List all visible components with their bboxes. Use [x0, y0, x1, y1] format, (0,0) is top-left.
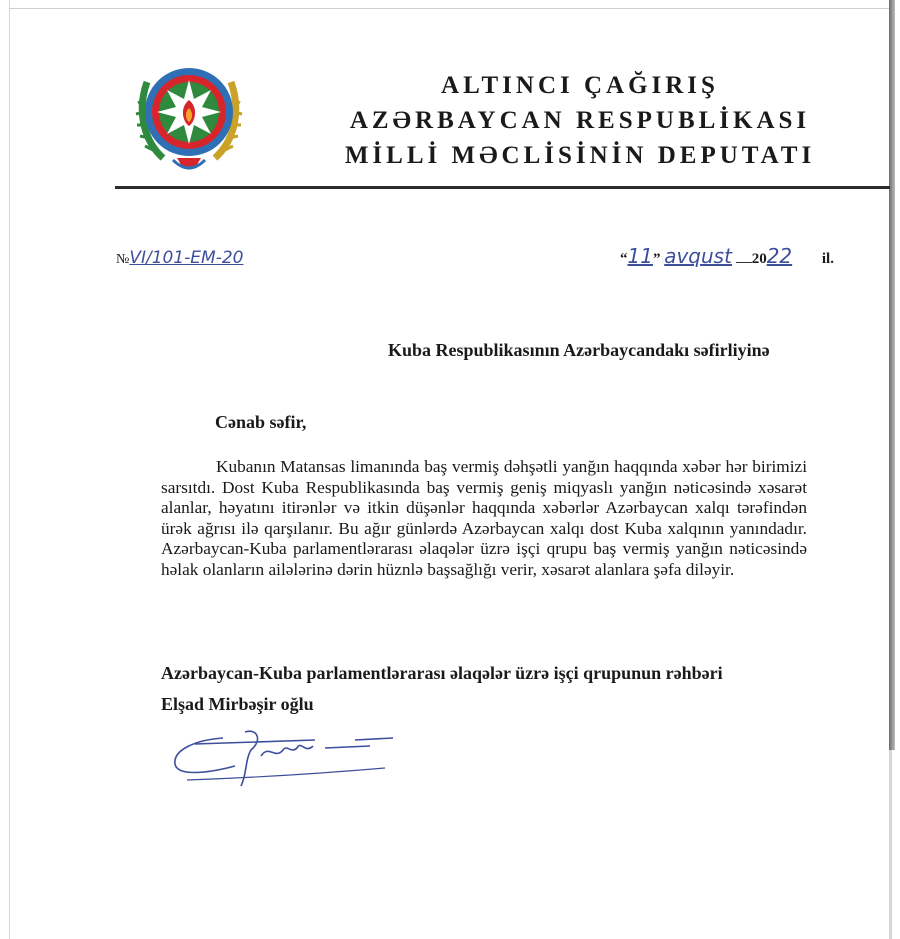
header-line-3: MİLLİ MƏCLİSİNİN DEPUTATI: [344, 142, 816, 169]
handwritten-signature: [165, 720, 395, 790]
signatory-title: Azərbaycan-Kuba parlamentlərarası əlaqələr üzrə işçi qrupunun rəhbəri: [161, 663, 723, 683]
reference-number: [116, 248, 244, 268]
date-year-prefix: 20: [751, 251, 767, 267]
date-day: 11: [627, 244, 653, 268]
reference-value: VI/101-EM-20: [129, 248, 244, 268]
reference-prefix: №: [116, 252, 130, 267]
document-date: [620, 244, 834, 268]
signatory-name: Elşad Mirbəşir oğlu: [161, 694, 314, 714]
date-suffix: il.: [821, 251, 834, 267]
date-close-quote: ”: [652, 251, 661, 267]
salutation: Cənab səfir,: [215, 412, 307, 432]
page-right-shadow: [889, 0, 895, 750]
date-month: avqust: [664, 244, 732, 268]
date-blank: [736, 262, 752, 263]
letter-body: Kubanın Matansas limanında baş vermiş dəhşətli yanğın haqqında xəbər hər birimizi sarsıtdı. Dost Kuba Respublikasında baş vermiş geniş miqyaslı yanğın nəticəsində xəsarət alanlar, həyatını itirənlər və itkin düşənlər haqqında xəbərlər Azərbaycan xalqı tərəfindən ürək ağrısı ilə qarşılanır. Bu ağır günlərdə Azərbaycan xalqı dost Kuba xalqının yanındadır. Azərbaycan-Kuba parlamentlərarası əlaqələr üzrə işçi qrupu baş vermiş yanğın nəticəsində həlak olanların ailələrinə dərin hüznlə başsağlığı verir, xəsarət alanlara şəfa diləyir.: [161, 457, 807, 579]
header-line-2: AZƏRBAYCAN RESPUBLİKASI: [349, 107, 811, 134]
page-top-edge: [10, 0, 890, 9]
header-divider: [115, 186, 890, 189]
page-right-edge: [889, 750, 892, 939]
recipient: Kuba Respublikasının Azərbaycandakı səfirliyinə: [388, 340, 770, 360]
date-open-quote: “: [620, 251, 628, 267]
page-left-edge: [9, 0, 10, 939]
azerbaijan-emblem-icon: [133, 50, 245, 180]
date-year-suffix: 22: [766, 244, 793, 268]
header-line-1: ALTINCI ÇAĞIRIŞ: [441, 72, 719, 99]
